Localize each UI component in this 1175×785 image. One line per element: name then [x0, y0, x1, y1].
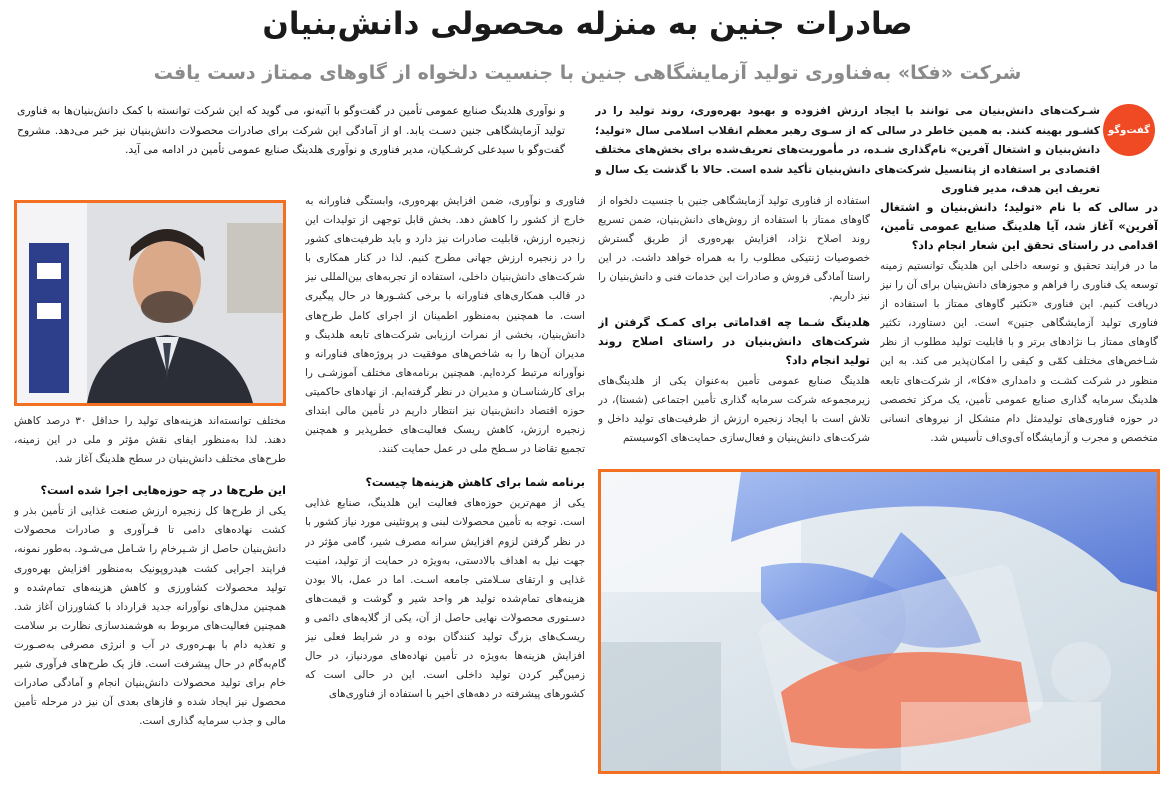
col3-paragraph-1: فناوری و نوآوری، ضمن افزایش بهره‌وری، وابستگی فناورانه به خارج از کشور را کاهش دهد. بخش قابل توجهی از تولیدات این زنجیره ارزش، قابلیت صادرات نیز دارد و باید ظرفیت‌های کشور را در زنجیره ارزش جهانی مطرح کنیم. لذا در کنار همکاری با شرکت‌های دانش‌بنیان داخلی، استفاده از تجربه‌های بین‌المللی نیز در قالب همکاری‌های فناورانه با برخی کشـورها در حال پیگیری است. ما همچنین به‌منظور اطمینان از اجرای کامل طرح‌های دانش‌بنیان، بخشی از نمرات ارزیابی شرکت‌های تابعه هلدینگ و مدیران آن‌ها را به شاخص‌های موفقیت در پروژه‌های فناورانه و نوآورانه مرتبط کرده‌ایم. همچنین برنامه‌های مختلف آموزشـی را برای کارشناسـان و مدیران در نظر گرفته‌ایم. از نهادهای حاکمیتی حوزه اقتصاد دانش‌بنیان نیز انتظار داریم در تأمین مالی ابتدای زنجیره ارزش، کاهش ریسک فعالیت‌های خطرپذیر و همچنین تجمیع تقاضا در سـطح ملی در عمل حمایت کنند.	[305, 195, 585, 456]
intro-right: شـرکت‌های دانش‌بنیان می توانند با ایجاد ارزش افزوده و بهبود بهره‌وری، روند تولید را در کشـور بهینه کنند. به همین خاطر در سالی که از سـوی رهبر معظم انقلاب اسلامی سال «تولید؛ دانش‌بنیان و اشتغال آفرین» نام‌گذاری شـده، در مأموریت‌های تعریف‌شده برای بخش‌های مختلف اقتصادی بر استفاده از پتانسیل شرکت‌های دانش‌بنیان تأکید شده است. حالا با گذشت یک سال و تعریف این هدف، مدیر فناوری	[595, 104, 1100, 195]
column-1	[880, 192, 1158, 477]
question-1: در سالی که با نام «تولید؛ دانش‌بنیان و اشتغال آفرین» آغاز شد، آیا هلدینگ صنایع عمومی تأمین، اقدامی در راستای تحقق این شعار انجام داد؟	[880, 201, 1158, 252]
question-3: برنامه شما برای کاهش هزینه‌ها چیست؟	[365, 476, 585, 490]
column-2	[598, 192, 870, 467]
photo-caption-text: مختلف توانسته‌اند هزینه‌های تولید را حداقل ۳۰ درصد کاهش دهند. لذا به‌منظور ایفای نقش مؤثر و ملی در این زمینه، طرح‌های مختلف دانش‌بنیان در سطح هلدینگ آغاز شد.	[14, 415, 286, 466]
answer-3: یکی از مهم‌ترین حوزه‌های فعالیت این هلدینگ، صنایع غذایی است. توجه به تأمین محصولات لبنی و پروتئینی مورد نیاز کشور با در نظر گرفتن لزوم افزایش سرانه مصرف شیر، گامی مؤثر در جهت نیل به اهداف بالادستی، به‌ویژه در حمایت از تولید، امنیت غذایی و ارتقای سـلامتی جامعه اسـت. اما در عمل، بالا بودن هزینه‌های تمام‌شده تولید هر واحد شیر و گوشت و قیمت‌های دسـتوری محصولات نهایی حاصل از آن، یکی از گلایه‌های دائمی و ریسـک‌های بزرگ تولید کنندگان بوده و در شرایط فعلی نیز افزایش هزینه‌ها به‌ویژه در تأمین نهاده‌های موردنیاز، در حال زمین‌گیر کردن تولید داخلی است. این در حالی است که کشورهای پیشرفته در دهه‌های اخیر با استفاده از فناوری‌های	[305, 497, 585, 701]
portrait-photo	[14, 200, 286, 406]
column-4	[14, 412, 286, 778]
answer-4: یکی از طرح‌ها کل زنجیره ارزش صنعت غذایی از تأمین بذر و کشت نهاده‌های دامی تا فـرآوری و صادرات محصولات دانش‌بنیان حاصل از شـیرخام را شـامل می‌شـود. به‌طور نمونه، فرایند اجرایی کشت هیدروپونیک به‌منظور افزایش بهره‌وری تولید محصولات کشاورزی و کاهش هزینه‌های تمام‌شده و همچنین مدل‌های نوآورانه جدید قرارداد با کشاورزان آغاز شد. همچنین فعالیت‌های مربوط به هوشمندسازی نظارت بر سلامت و تغذیه دام با بهـره‌وری در آب و انرژی مصرفی به‌صـورت گام‌به‌گام در حال پیشرفت است. فاز یک طرح‌های فرآوری شیر خام برای تولید محصولات دانش‌بنیان انجام و آمادگی صادرات محصول نیز ایجاد شده و فازهای بعدی آن نیز در مرحله تأمین مالی و جذب سرمایه گذاری است.	[14, 505, 286, 728]
answer-1: ما در فرایند تحقیق و توسعه داخلی این هلدینگ توانستیم زمینه توسعه یک فناوری را فراهم و مجوزهای دانش‌بنیان برای آن را نیز دریافت کنیم. این فناوری «تکثیر گاوهای ممتاز با استفاده از فناوری تولید آزمایشگاهی جنین» است. این دستاورد، تکثیر گاوهای ممتاز بـا نژادهای برتر و با قابلیت تولید مطلوب از نظر شـاخص‌های مختلف کمّی و کیفی را امکان‌پذیر می کند. به این منظور در شرکت کشـت و دامداری «فکا»، از شرکت‌های تابعه هلدینگ سرمایه گذاری صنایع عمومی تأمین، یک مرکز تخصصی در حوزه فناوری‌های تولیدمثل دام متشکل از نیروهای انسانی متخصص و مجرب و آزمایشگاه آی‌وی‌اف تأسیس شد.	[880, 260, 1158, 444]
column-3	[305, 192, 585, 775]
col2-paragraph-1: استفاده از فناوری تولید آزمایشگاهی جنین با جنسیت دلخواه از گاوهای ممتاز با استفاده از روش‌های دانش‌بنیان، ضمن تسریع روند اصلاح نژاد، افزایش بهره‌وری از طریق گسترش خصوصیات ژنتیکی مطلوب را به همراه خواهد داشت. در این راستا آمادگی فروش و صادرات این خدمات فنی و دانش‌بنیان را نیز داریم.	[598, 195, 870, 303]
page-title: صادرات جنین به منزله محصولی دانش‌بنیان	[262, 6, 913, 42]
lab-photo	[598, 469, 1160, 774]
portrait-illustration	[17, 203, 283, 403]
question-2: هلدینگ شـما چه اقداماتی برای کمـک گرفتن از شرکت‌های دانش‌بنیان در راستای اصلاح روند تولید انجام داد؟	[598, 315, 870, 367]
intro-left: و نوآوری هلدینگ صنایع عمومی تأمین در گفت‌وگو با آتیه‌نو، می گوید که این شرکت توانسته با کمک دانش‌بنیان‌ها به فناوری تولید آزمایشگاهی جنین دسـت یابد. او از آمادگی این شرکت برای صادرات محصولات دانش‌بنیان نیز خبر می‌دهد. مشروح گفت‌وگو با سیدعلی کرشـکیان، مدیر فناوری و نوآوری هلدینگ صنایع عمومی تأمین در ادامه می آید.	[17, 104, 565, 156]
lab-illustration	[601, 472, 1157, 771]
interview-badge: گفت‌وگو	[1103, 104, 1155, 156]
page-subtitle: شرکت «فکا» به‌فناوری تولید آزمایشگاهی جنین با جنسیت دلخواه از گاوهای ممتاز دست یافت	[153, 62, 1022, 84]
answer-2: هلدینگ صنایع عمومی تأمین به‌عنوان یکی از هلدینگ‌های زیرمجموعه شرکت سرمایه گذاری تأمین اجتماعی (شستا)، در تلاش است با ایجاد زنجیره ارزش از ظرفیت‌های تولید داخل و شرکت‌های دانش‌بنیان و فعال‌سازی حمایت‌های اکوسیستم	[598, 374, 870, 444]
question-4: این طرح‌ها در چه حوزه‌هایی اجرا شده است؟	[40, 484, 286, 498]
